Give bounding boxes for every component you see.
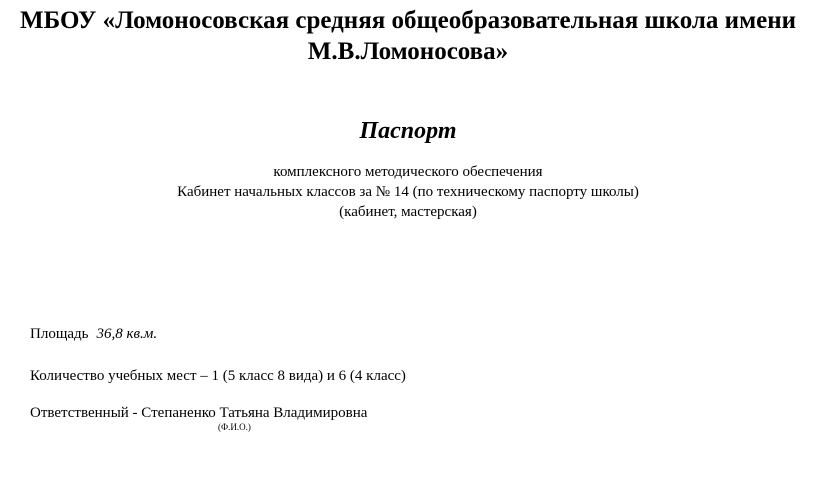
subtitle-line2: Кабинет начальных классов за № 14 (по техническому паспорту школы)	[177, 184, 639, 200]
responsible-field: Ответственный - Степаненко Татьяна Владимировна	[30, 405, 368, 421]
seats-field: Количество учебных мест – 1 (5 класс 8 вида) и 6 (4 класс)	[30, 368, 406, 384]
passport-title: Паспорт	[359, 118, 457, 144]
subtitle-line1: комплексного методического обеспечения	[273, 164, 543, 180]
school-title-line2: М.В.Ломоносова»	[307, 38, 509, 65]
subtitle-block	[0, 162, 816, 222]
subtitle-line3: (кабинет, мастерская)	[339, 204, 477, 220]
school-title	[0, 5, 816, 67]
area-label: Площадь	[30, 326, 89, 342]
fio-caption: (Ф.И.О.)	[218, 422, 251, 432]
area-value: 36,8 кв.м.	[96, 326, 158, 342]
school-title-line1: МБОУ «Ломоносовская средняя общеобразовательная школа имени	[19, 7, 797, 34]
area-field	[30, 324, 157, 344]
